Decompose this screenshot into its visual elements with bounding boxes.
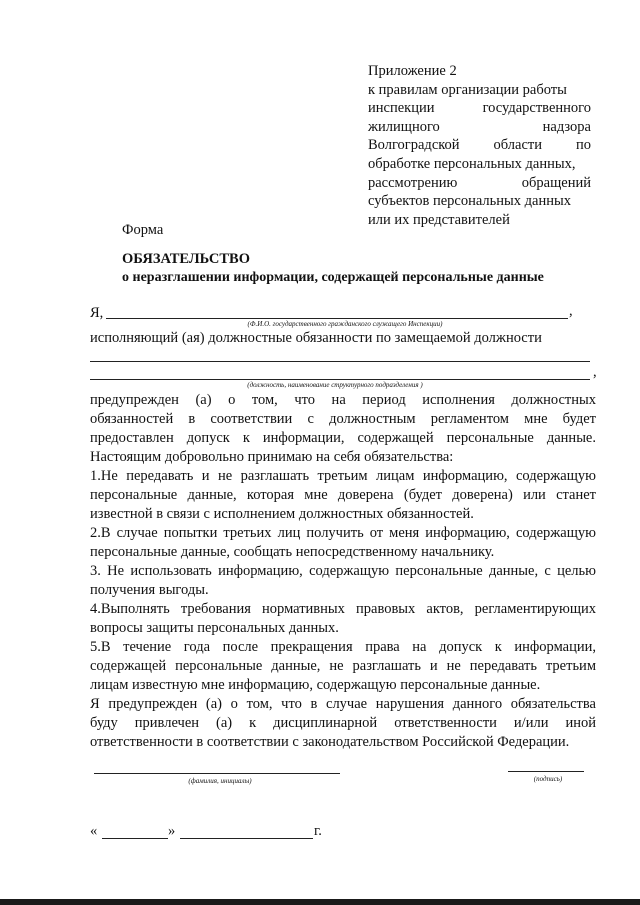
sign-caption: (подпись) [533, 775, 563, 783]
date-month-year-line [180, 838, 313, 839]
body-line: содержащей персональные данные, не разглашать и не передавать третьим [90, 658, 596, 674]
appendix-line: жилищного надзора [368, 118, 591, 135]
document-subtitle: о неразглашении информации, содержащей персональные данные [122, 270, 544, 285]
appendix-line: обработке персональных данных, [368, 155, 576, 172]
date-year-suffix: г. [314, 823, 322, 839]
name-caption: (Ф.И.О. государственного гражданского служащего Инспекции) [247, 320, 443, 328]
warning-line: Я предупрежден (а) о том, что в случае нарушения данного обязательства [90, 696, 596, 712]
obligation-item-5: 5.В течение года после прекращения права на допуск к информации, [90, 639, 596, 655]
date-day-line [102, 838, 168, 839]
body-line: известной в связи с исполнением должностных обязанностей. [90, 506, 474, 522]
body-line: предоставлен допуск к информации, содержащей персональные данные. [90, 430, 596, 446]
appendix-line: к правилам организации работы [368, 81, 567, 98]
sign-line [508, 771, 584, 772]
obligation-body [90, 391, 596, 752]
name-signature-line [94, 773, 340, 774]
date-open-quote: « [90, 823, 98, 839]
document-title: ОБЯЗАТЕЛЬСТВО [122, 251, 250, 267]
appendix-line: или их представителей [368, 211, 510, 228]
name-prefix: Я, [90, 305, 104, 321]
scan-bottom-edge [0, 899, 640, 905]
body-line: буду привлечен (а) к дисциплинарной ответственности и/или иной [90, 715, 596, 731]
obligation-item-3: 3. Не использовать информацию, содержащую персональные данные, с целью [90, 563, 596, 579]
body-line: персональные данные, сообщать непосредственному начальнику. [90, 544, 495, 560]
duties-line: исполняющий (ая) должностные обязанности по замещаемой должности [90, 330, 542, 346]
appendix-line: субъектов персональных данных [368, 193, 571, 210]
position-caption: (должность, наименование структурного подразделения ) [247, 381, 423, 389]
form-label: Форма [122, 222, 164, 238]
appendix-line: рассмотрению обращений [368, 174, 591, 191]
body-line: обязанностей в соответствии с должностным регламентом мне будет [90, 411, 596, 427]
body-line: лицам известную мне информацию, содержащую персональные данные. [90, 677, 541, 693]
position-fill-line-1 [90, 361, 590, 362]
body-line: получения выгоды. [90, 582, 209, 598]
name-suffix: , [569, 303, 573, 319]
name-signature-caption: (фамилия, инициалы) [188, 777, 252, 785]
date-close-quote: » [168, 823, 176, 839]
obligation-item-2: 2.В случае попытки третьих лиц получить от меня информацию, содержащую [90, 525, 596, 541]
appendix-header [368, 62, 591, 229]
body-line: Настоящим добровольно принимаю на себя обязательства: [90, 449, 454, 465]
appendix-number: Приложение 2 [368, 63, 457, 79]
appendix-line: инспекции государственного [368, 100, 591, 117]
appendix-line: Волгоградской области по [368, 137, 591, 154]
body-line: ответственности в соответствии с законодательством Российской Федерации. [90, 734, 570, 750]
obligation-item-4: 4.Выполнять требования нормативных правовых актов, регламентирующих [90, 601, 596, 617]
body-line: предупрежден (а) о том, что на период исполнения должностных [90, 392, 596, 408]
position-suffix: , [593, 364, 597, 380]
obligation-item-1: 1.Не передавать и не разглашать третьим лицам информацию, содержащую [90, 468, 596, 484]
body-line: вопросы защиты персональных данных. [90, 620, 339, 636]
name-fill-line [106, 318, 568, 319]
position-fill-line-2 [90, 379, 590, 380]
body-line: персональные данные, которая мне доверена (будет доверена) или станет [90, 487, 596, 503]
